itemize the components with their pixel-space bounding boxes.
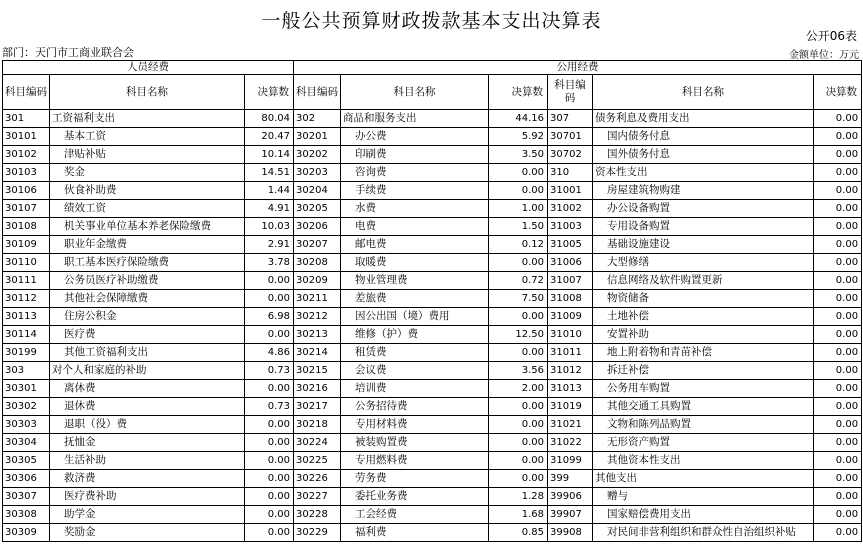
subject-code-cell: 30208 bbox=[294, 254, 341, 272]
subject-name-cell: 福利费 bbox=[341, 524, 489, 542]
subject-name-cell: 拆迁补偿 bbox=[593, 362, 814, 380]
subject-code-cell: 31099 bbox=[548, 452, 593, 470]
subject-name-cell: 对个人和家庭的补助 bbox=[50, 362, 245, 380]
subject-code-cell: 31010 bbox=[548, 326, 593, 344]
subject-code-cell: 30218 bbox=[294, 416, 341, 434]
subject-code-cell: 303 bbox=[3, 362, 50, 380]
subject-name-cell: 绩效工资 bbox=[50, 200, 245, 218]
amount-cell: 0.00 bbox=[489, 254, 548, 272]
table-row bbox=[3, 164, 862, 182]
subject-code-cell: 31022 bbox=[548, 434, 593, 452]
subject-name-cell: 国内债务付息 bbox=[593, 128, 814, 146]
subject-name-cell: 因公出国（境）费用 bbox=[341, 308, 489, 326]
unit-label: 金额单位：万元 bbox=[789, 50, 859, 61]
amount-cell: 0.00 bbox=[814, 200, 862, 218]
subject-code-cell: 30213 bbox=[294, 326, 341, 344]
subject-code-cell: 30309 bbox=[3, 524, 50, 542]
subject-name-cell: 水费 bbox=[341, 200, 489, 218]
subject-code-cell: 30702 bbox=[548, 146, 593, 164]
subject-code-cell: 30207 bbox=[294, 236, 341, 254]
subject-name-cell: 文物和陈列品购置 bbox=[593, 416, 814, 434]
subject-name-cell: 电费 bbox=[341, 218, 489, 236]
amount-cell: 5.92 bbox=[489, 128, 548, 146]
amount-cell: 0.00 bbox=[814, 380, 862, 398]
subject-name-cell: 医疗费 bbox=[50, 326, 245, 344]
amount-cell: 0.00 bbox=[814, 308, 862, 326]
subject-code-cell: 31001 bbox=[548, 182, 593, 200]
subject-code-cell: 30227 bbox=[294, 488, 341, 506]
amount-cell: 1.28 bbox=[489, 488, 548, 506]
table-row bbox=[3, 434, 862, 452]
subject-code-cell: 31011 bbox=[548, 344, 593, 362]
section-personnel-header: 人员经费 bbox=[3, 61, 294, 75]
subject-code-cell: 310 bbox=[548, 164, 593, 182]
subject-code-cell: 30111 bbox=[3, 272, 50, 290]
table-row bbox=[3, 452, 862, 470]
department-label: 部门：天门市工商业联合会 bbox=[2, 46, 134, 59]
amount-cell: 4.86 bbox=[245, 344, 294, 362]
amount-cell: 0.00 bbox=[814, 398, 862, 416]
amount-cell: 0.00 bbox=[489, 416, 548, 434]
subject-name-cell: 职工基本医疗保险缴费 bbox=[50, 254, 245, 272]
table-row bbox=[3, 110, 862, 128]
subject-code-cell: 30112 bbox=[3, 290, 50, 308]
subject-code-cell: 31005 bbox=[548, 236, 593, 254]
amount-cell: 2.00 bbox=[489, 380, 548, 398]
subject-code-cell: 31012 bbox=[548, 362, 593, 380]
subject-name-cell: 地上附着物和青苗补偿 bbox=[593, 344, 814, 362]
subject-name-cell: 物资储备 bbox=[593, 290, 814, 308]
subject-name-cell: 邮电费 bbox=[341, 236, 489, 254]
subject-code-cell: 39906 bbox=[548, 488, 593, 506]
amount-cell: 7.50 bbox=[489, 290, 548, 308]
amount-cell: 0.00 bbox=[814, 236, 862, 254]
subject-code-cell: 30101 bbox=[3, 128, 50, 146]
amount-cell: 14.51 bbox=[245, 164, 294, 182]
subject-code-cell: 30304 bbox=[3, 434, 50, 452]
subject-code-cell: 30216 bbox=[294, 380, 341, 398]
table-row bbox=[3, 416, 862, 434]
subject-code-cell: 30226 bbox=[294, 470, 341, 488]
amount-cell: 0.00 bbox=[814, 128, 862, 146]
amount-cell: 0.00 bbox=[489, 470, 548, 488]
subject-code-cell: 30307 bbox=[3, 488, 50, 506]
col-header-name: 科目名称 bbox=[593, 75, 814, 110]
subject-code-cell: 30114 bbox=[3, 326, 50, 344]
table-row bbox=[3, 146, 862, 164]
amount-cell: 0.00 bbox=[814, 146, 862, 164]
subject-name-cell: 基本工资 bbox=[50, 128, 245, 146]
subject-code-cell: 30228 bbox=[294, 506, 341, 524]
amount-cell: 20.47 bbox=[245, 128, 294, 146]
subject-code-cell: 31008 bbox=[548, 290, 593, 308]
amount-cell: 0.00 bbox=[489, 452, 548, 470]
amount-cell: 0.00 bbox=[489, 182, 548, 200]
amount-cell: 3.50 bbox=[489, 146, 548, 164]
subject-name-cell: 医疗费补助 bbox=[50, 488, 245, 506]
amount-cell: 0.85 bbox=[489, 524, 548, 542]
subject-name-cell: 其他资本性支出 bbox=[593, 452, 814, 470]
subject-name-cell: 取暖费 bbox=[341, 254, 489, 272]
amount-cell: 0.00 bbox=[245, 434, 294, 452]
subject-code-cell: 39908 bbox=[548, 524, 593, 542]
amount-cell: 4.91 bbox=[245, 200, 294, 218]
amount-cell: 0.00 bbox=[489, 344, 548, 362]
subject-code-cell: 30209 bbox=[294, 272, 341, 290]
subject-code-cell: 30224 bbox=[294, 434, 341, 452]
subject-code-cell: 30206 bbox=[294, 218, 341, 236]
subject-name-cell: 伙食补助费 bbox=[50, 182, 245, 200]
subject-code-cell: 30701 bbox=[548, 128, 593, 146]
subject-name-cell: 国外债务付息 bbox=[593, 146, 814, 164]
subject-code-cell: 30306 bbox=[3, 470, 50, 488]
amount-cell: 0.00 bbox=[814, 164, 862, 182]
col-header-name: 科目名称 bbox=[50, 75, 245, 110]
amount-cell: 0.00 bbox=[814, 218, 862, 236]
subject-code-cell: 31019 bbox=[548, 398, 593, 416]
subject-code-cell: 31003 bbox=[548, 218, 593, 236]
amount-cell: 0.00 bbox=[245, 326, 294, 344]
amount-cell: 0.00 bbox=[814, 452, 862, 470]
subject-name-cell: 土地补偿 bbox=[593, 308, 814, 326]
subject-code-cell: 30211 bbox=[294, 290, 341, 308]
amount-cell: 0.00 bbox=[245, 506, 294, 524]
amount-cell: 0.00 bbox=[245, 380, 294, 398]
amount-cell: 10.14 bbox=[245, 146, 294, 164]
table-row bbox=[3, 506, 862, 524]
amount-cell: 1.44 bbox=[245, 182, 294, 200]
subject-name-cell: 住房公积金 bbox=[50, 308, 245, 326]
subject-name-cell: 维修（护）费 bbox=[341, 326, 489, 344]
table-row bbox=[3, 308, 862, 326]
table-row bbox=[3, 524, 862, 542]
subject-name-cell: 其他社会保障缴费 bbox=[50, 290, 245, 308]
table-row bbox=[3, 362, 862, 380]
col-header-amount: 决算数 bbox=[814, 75, 862, 110]
subject-code-cell: 30301 bbox=[3, 380, 50, 398]
subject-code-cell: 31021 bbox=[548, 416, 593, 434]
subject-name-cell: 赠与 bbox=[593, 488, 814, 506]
subject-code-cell: 30229 bbox=[294, 524, 341, 542]
amount-cell: 3.56 bbox=[489, 362, 548, 380]
amount-cell: 0.00 bbox=[245, 416, 294, 434]
table-row bbox=[3, 344, 862, 362]
amount-cell: 2.91 bbox=[245, 236, 294, 254]
subject-code-cell: 30302 bbox=[3, 398, 50, 416]
subject-name-cell: 工资福利支出 bbox=[50, 110, 245, 128]
subject-name-cell: 安置补助 bbox=[593, 326, 814, 344]
amount-cell: 44.16 bbox=[489, 110, 548, 128]
subject-name-cell: 被装购置费 bbox=[341, 434, 489, 452]
subject-name-cell: 基础设施建设 bbox=[593, 236, 814, 254]
subject-name-cell: 培训费 bbox=[341, 380, 489, 398]
form-number: 公开06表 bbox=[805, 29, 857, 43]
table-row bbox=[3, 326, 862, 344]
subject-name-cell: 物业管理费 bbox=[341, 272, 489, 290]
amount-cell: 6.98 bbox=[245, 308, 294, 326]
subject-name-cell: 工会经费 bbox=[341, 506, 489, 524]
subject-code-cell: 30225 bbox=[294, 452, 341, 470]
subject-name-cell: 奖励金 bbox=[50, 524, 245, 542]
subject-name-cell: 其他交通工具购置 bbox=[593, 398, 814, 416]
table-row bbox=[3, 272, 862, 290]
amount-cell: 0.00 bbox=[489, 308, 548, 326]
subject-code-cell: 30303 bbox=[3, 416, 50, 434]
amount-cell: 0.00 bbox=[814, 254, 862, 272]
amount-cell: 0.00 bbox=[814, 434, 862, 452]
subject-name-cell: 生活补助 bbox=[50, 452, 245, 470]
subject-code-cell: 301 bbox=[3, 110, 50, 128]
amount-cell: 0.00 bbox=[814, 470, 862, 488]
subject-name-cell: 公务招待费 bbox=[341, 398, 489, 416]
subject-code-cell: 31002 bbox=[548, 200, 593, 218]
subject-code-cell: 30113 bbox=[3, 308, 50, 326]
subject-name-cell: 会议费 bbox=[341, 362, 489, 380]
subject-code-cell: 30108 bbox=[3, 218, 50, 236]
amount-cell: 12.50 bbox=[489, 326, 548, 344]
subject-code-cell: 30107 bbox=[3, 200, 50, 218]
subject-code-cell: 30199 bbox=[3, 344, 50, 362]
subject-code-cell: 30202 bbox=[294, 146, 341, 164]
col-header-amount: 决算数 bbox=[489, 75, 548, 110]
subject-name-cell: 救济费 bbox=[50, 470, 245, 488]
subject-name-cell: 抚恤金 bbox=[50, 434, 245, 452]
subject-name-cell: 奖金 bbox=[50, 164, 245, 182]
subject-name-cell: 租赁费 bbox=[341, 344, 489, 362]
table-row bbox=[3, 182, 862, 200]
subject-name-cell: 助学金 bbox=[50, 506, 245, 524]
table-row bbox=[3, 218, 862, 236]
table-body bbox=[3, 110, 862, 542]
subject-code-cell: 30103 bbox=[3, 164, 50, 182]
subject-name-cell: 劳务费 bbox=[341, 470, 489, 488]
subject-name-cell: 差旅费 bbox=[341, 290, 489, 308]
page-title: 一般公共预算财政拨款基本支出决算表 bbox=[261, 10, 602, 32]
subject-name-cell: 专用材料费 bbox=[341, 416, 489, 434]
col-header-code: 科目编码 bbox=[3, 75, 50, 110]
subject-code-cell: 30204 bbox=[294, 182, 341, 200]
subject-name-cell: 资本性支出 bbox=[593, 164, 814, 182]
table-row bbox=[3, 236, 862, 254]
subject-name-cell: 专用设备购置 bbox=[593, 218, 814, 236]
subject-name-cell: 办公费 bbox=[341, 128, 489, 146]
subject-code-cell: 399 bbox=[548, 470, 593, 488]
subject-name-cell: 委托业务费 bbox=[341, 488, 489, 506]
table-row bbox=[3, 398, 862, 416]
table-row bbox=[3, 470, 862, 488]
subject-code-cell: 39907 bbox=[548, 506, 593, 524]
amount-cell: 0.00 bbox=[814, 290, 862, 308]
amount-cell: 0.00 bbox=[245, 488, 294, 506]
amount-cell: 0.00 bbox=[245, 524, 294, 542]
subject-code-cell: 30212 bbox=[294, 308, 341, 326]
subject-name-cell: 咨询费 bbox=[341, 164, 489, 182]
amount-cell: 3.78 bbox=[245, 254, 294, 272]
subject-name-cell: 机关事业单位基本养老保险缴费 bbox=[50, 218, 245, 236]
amount-cell: 0.00 bbox=[814, 326, 862, 344]
amount-cell: 1.50 bbox=[489, 218, 548, 236]
subject-code-cell: 30110 bbox=[3, 254, 50, 272]
amount-cell: 0.00 bbox=[245, 290, 294, 308]
subject-name-cell: 离休费 bbox=[50, 380, 245, 398]
subject-name-cell: 商品和服务支出 bbox=[341, 110, 489, 128]
subject-name-cell: 专用燃料费 bbox=[341, 452, 489, 470]
subject-name-cell: 对民间非营利组织和群众性自治组织补贴 bbox=[593, 524, 814, 542]
amount-cell: 0.00 bbox=[814, 344, 862, 362]
subject-name-cell: 公务用车购置 bbox=[593, 380, 814, 398]
subject-code-cell: 31006 bbox=[548, 254, 593, 272]
amount-cell: 1.00 bbox=[489, 200, 548, 218]
subject-name-cell: 公务员医疗补助缴费 bbox=[50, 272, 245, 290]
table-row bbox=[3, 254, 862, 272]
subject-name-cell: 手续费 bbox=[341, 182, 489, 200]
col-header-amount: 决算数 bbox=[245, 75, 294, 110]
subject-code-cell: 30203 bbox=[294, 164, 341, 182]
amount-cell: 0.00 bbox=[814, 506, 862, 524]
subject-code-cell: 30308 bbox=[3, 506, 50, 524]
subject-name-cell: 退休费 bbox=[50, 398, 245, 416]
table-row bbox=[3, 380, 862, 398]
amount-cell: 0.00 bbox=[814, 110, 862, 128]
amount-cell: 0.00 bbox=[814, 416, 862, 434]
subject-code-cell: 30215 bbox=[294, 362, 341, 380]
subject-name-cell: 无形资产购置 bbox=[593, 434, 814, 452]
subject-code-cell: 30106 bbox=[3, 182, 50, 200]
amount-cell: 0.00 bbox=[489, 434, 548, 452]
amount-cell: 0.73 bbox=[245, 398, 294, 416]
amount-cell: 0.72 bbox=[489, 272, 548, 290]
col-header-name: 科目名称 bbox=[341, 75, 489, 110]
subject-code-cell: 31007 bbox=[548, 272, 593, 290]
subject-code-cell: 30217 bbox=[294, 398, 341, 416]
subject-name-cell: 职业年金缴费 bbox=[50, 236, 245, 254]
amount-cell: 0.00 bbox=[489, 164, 548, 182]
subject-code-cell: 30214 bbox=[294, 344, 341, 362]
table-row bbox=[3, 290, 862, 308]
subject-name-cell: 国家赔偿费用支出 bbox=[593, 506, 814, 524]
subject-name-cell: 其他支出 bbox=[593, 470, 814, 488]
subject-name-cell: 其他工资福利支出 bbox=[50, 344, 245, 362]
subject-name-cell: 印刷费 bbox=[341, 146, 489, 164]
amount-cell: 80.04 bbox=[245, 110, 294, 128]
amount-cell: 0.00 bbox=[245, 452, 294, 470]
subject-code-cell: 30109 bbox=[3, 236, 50, 254]
subject-code-cell: 30102 bbox=[3, 146, 50, 164]
col-header-code: 科目编码 bbox=[548, 75, 593, 110]
subject-code-cell: 31009 bbox=[548, 308, 593, 326]
amount-cell: 0.00 bbox=[814, 362, 862, 380]
amount-cell: 0.00 bbox=[245, 272, 294, 290]
col-header-code: 科目编码 bbox=[294, 75, 341, 110]
subject-name-cell: 房屋建筑物购建 bbox=[593, 182, 814, 200]
amount-cell: 0.73 bbox=[245, 362, 294, 380]
table-row bbox=[3, 488, 862, 506]
amount-cell: 10.03 bbox=[245, 218, 294, 236]
section-public-header: 公用经费 bbox=[294, 61, 862, 75]
subject-code-cell: 307 bbox=[548, 110, 593, 128]
table-row bbox=[3, 128, 862, 146]
expenditure-table bbox=[2, 60, 862, 542]
amount-cell: 0.00 bbox=[814, 524, 862, 542]
amount-cell: 0.00 bbox=[814, 182, 862, 200]
subject-code-cell: 302 bbox=[294, 110, 341, 128]
subject-name-cell: 债务利息及费用支出 bbox=[593, 110, 814, 128]
subject-name-cell: 大型修缮 bbox=[593, 254, 814, 272]
amount-cell: 0.12 bbox=[489, 236, 548, 254]
amount-cell: 0.00 bbox=[245, 470, 294, 488]
amount-cell: 0.00 bbox=[814, 488, 862, 506]
table-row bbox=[3, 200, 862, 218]
amount-cell: 0.00 bbox=[489, 398, 548, 416]
subject-name-cell: 退职（役）费 bbox=[50, 416, 245, 434]
subject-code-cell: 31013 bbox=[548, 380, 593, 398]
subject-name-cell: 信息网络及软件购置更新 bbox=[593, 272, 814, 290]
subject-code-cell: 30305 bbox=[3, 452, 50, 470]
subject-name-cell: 津贴补贴 bbox=[50, 146, 245, 164]
amount-cell: 1.68 bbox=[489, 506, 548, 524]
subject-name-cell: 办公设备购置 bbox=[593, 200, 814, 218]
amount-cell: 0.00 bbox=[814, 272, 862, 290]
subject-code-cell: 30205 bbox=[294, 200, 341, 218]
subject-code-cell: 30201 bbox=[294, 128, 341, 146]
